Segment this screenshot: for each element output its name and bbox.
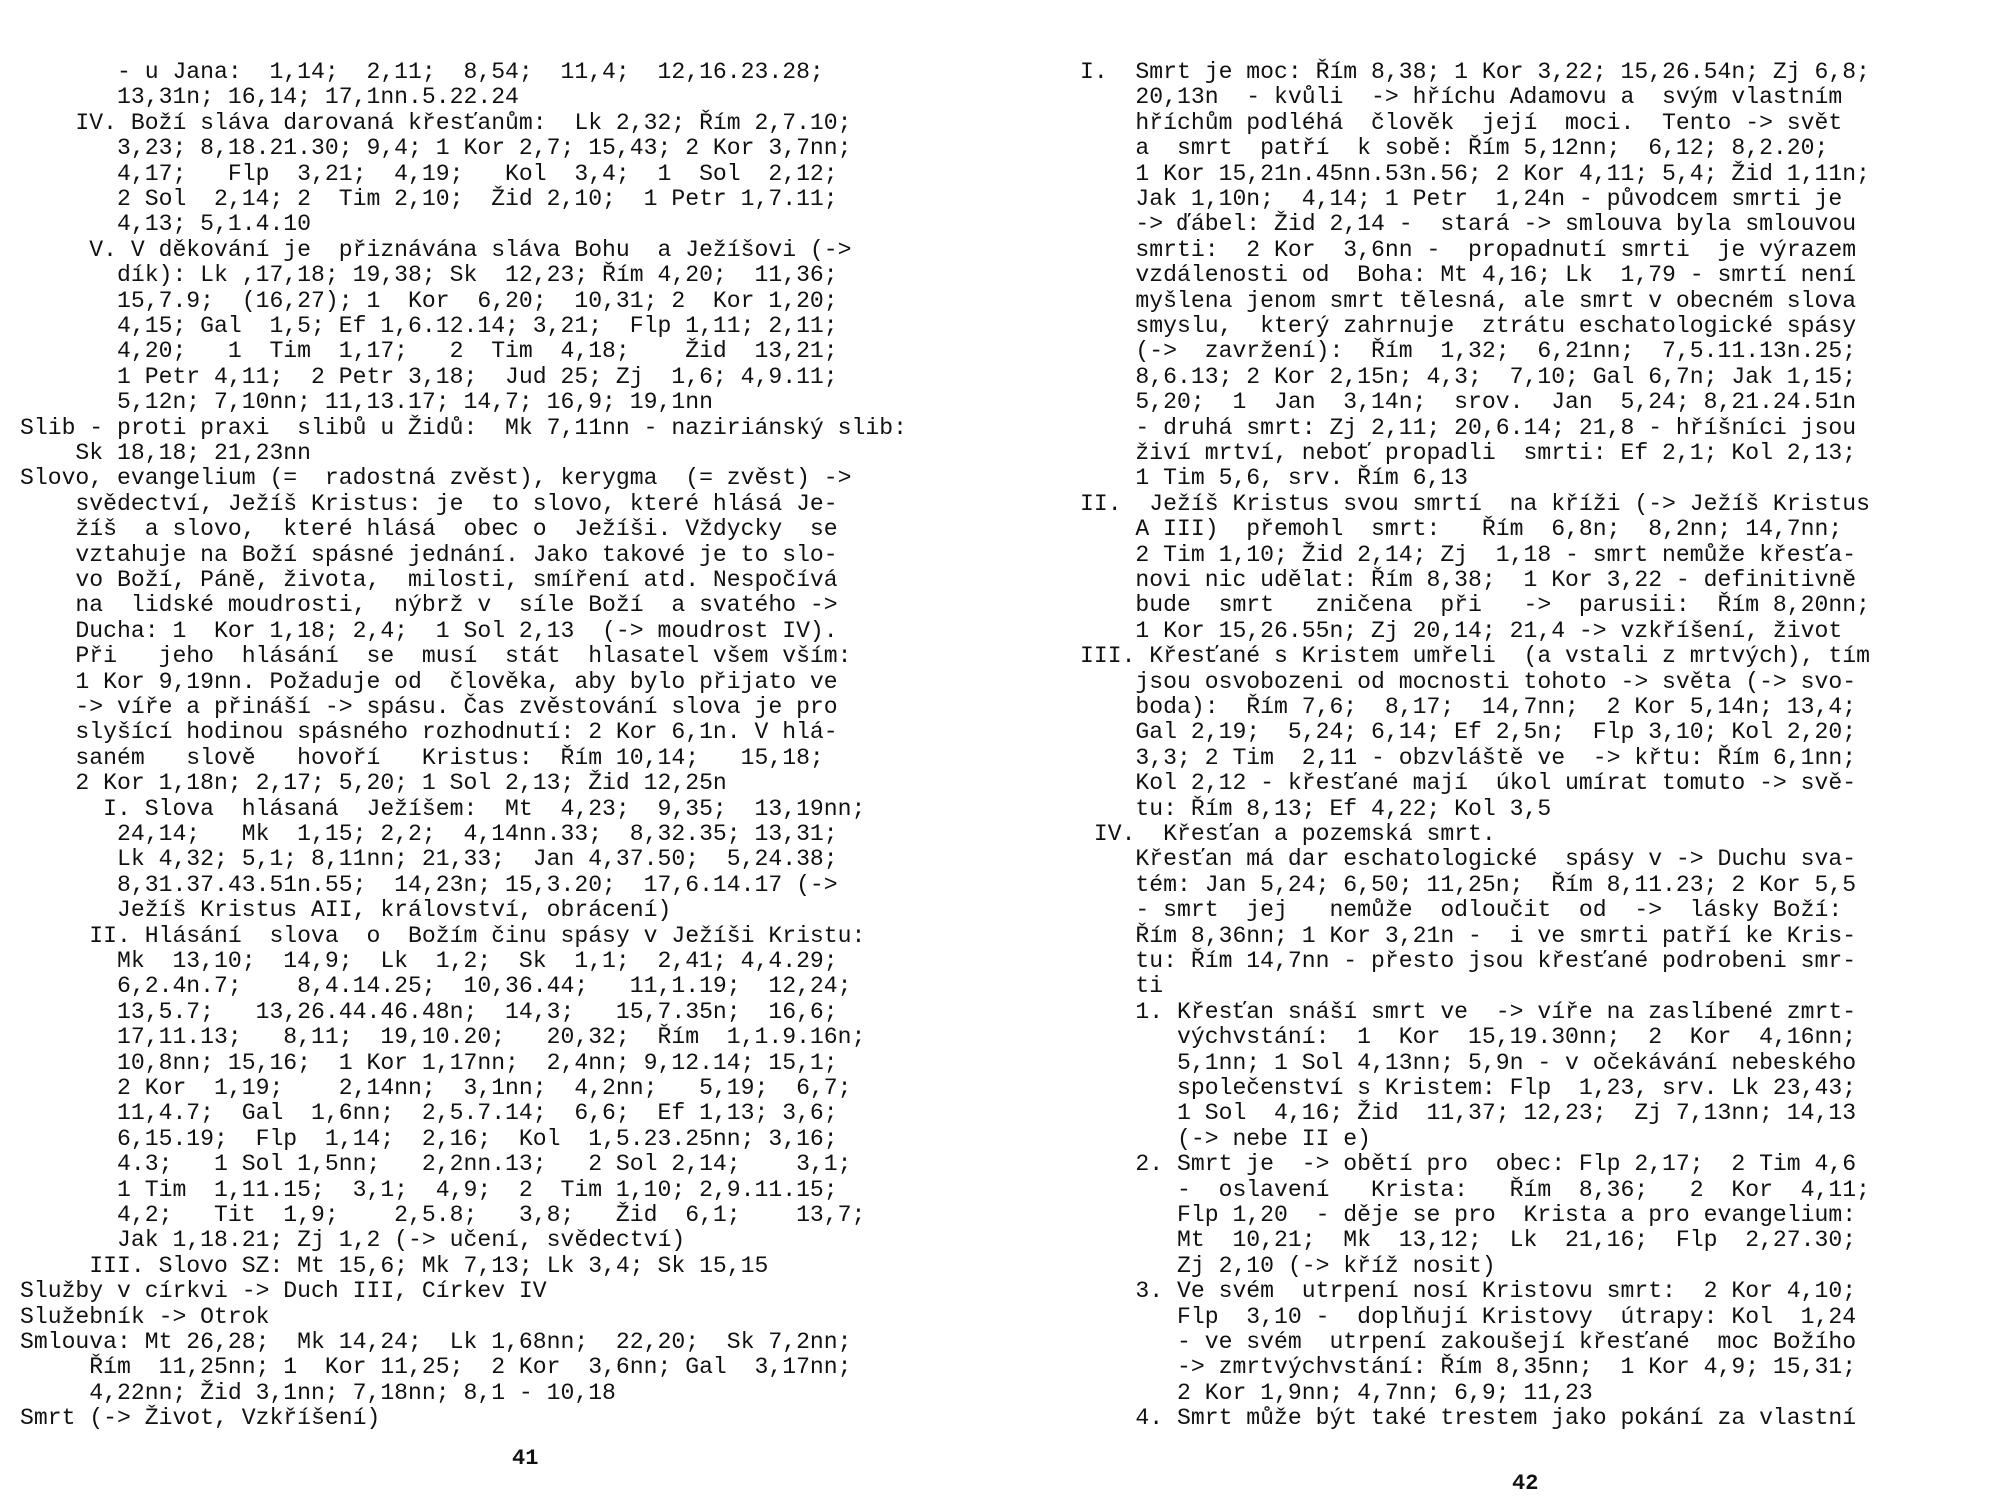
text-line: A III) přemohl smrt: Řím 6,8n; 8,2nn; 14,7nn; [1080, 516, 1843, 543]
page-number-right: 42 [1512, 1471, 1539, 1496]
text-line: 4,22nn; Žid 3,1nn; 7,18nn; 8,1 - 10,18 [20, 1379, 616, 1406]
text-line: vzdálenosti od Boha: Mt 4,16; Lk 1,79 - smrtí není [1080, 262, 1857, 289]
text-line: 20,13n - kvůli -> hříchu Adamovu a svým vlastním [1080, 84, 1843, 111]
text-line: žíš a slovo, které hlásá obec o Ježíši. Vždycky se [20, 516, 838, 543]
text-line: tu: Řím 8,13; Ef 4,22; Kol 3,5 [1080, 795, 1552, 822]
text-line: (-> nebe II e) [1080, 1125, 1372, 1152]
text-line: na lidské moudrosti, nýbrž v síle Boží a svatého -> [20, 592, 838, 619]
text-line: 4,2; Tit 1,9; 2,5.8; 3,8; Žid 6,1; 13,7; [20, 1202, 866, 1228]
text-line: 1 Kor 9,19nn. Požaduje od člověka, aby bylo přijato ve [20, 668, 838, 695]
text-line: 3. Ve svém utrpení nosí Kristovu smrt: 2 Kor 4,10; [1080, 1278, 1857, 1305]
text-line: Mt 10,21; Mk 13,12; Lk 21,16; Flp 2,27.30; [1080, 1227, 1857, 1254]
text-line: boda): Řím 7,6; 8,17; 14,7nn; 2 Kor 5,14n; 13,4; [1080, 694, 1857, 720]
text-line: 4,15; Gal 1,5; Ef 1,6.12.14; 3,21; Flp 1,11; 2,11; [20, 313, 838, 339]
text-line: Slib - proti praxi slibů u Židů: Mk 7,11nn - naziriánský slib: [20, 414, 907, 441]
text-line: 5,12n; 7,10nn; 11,13.17; 14,7; 16,9; 19,1nn [20, 389, 713, 416]
text-line: dík): Lk ,17,18; 19,38; Sk 12,23; Řím 4,20; 11,36; [20, 262, 838, 289]
text-line: III. Křesťané s Kristem umřeli (a vstali z mrtvých), tím [1080, 643, 1870, 670]
text-line: - oslavení Krista: Řím 8,36; 2 Kor 4,11; [1080, 1176, 1870, 1203]
text-line: V. V děkování je přiznávána sláva Bohu a Ježíšovi (-> [20, 236, 852, 263]
text-line: 2 Sol 2,14; 2 Tim 2,10; Žid 2,10; 1 Petr 1,7.11; [20, 186, 838, 212]
text-line: 1 Kor 15,21n.45nn.53n.56; 2 Kor 4,11; 5,4; Žid 1,11n; [1080, 160, 1870, 187]
text-line: a smrt patří k sobě: Řím 5,12nn; 6,12; 8,2.20; [1080, 135, 1829, 162]
text-line: Jak 1,18.21; Zj 1,2 (-> učení, svědectví) [20, 1227, 686, 1254]
text-line: 13,31n; 16,14; 17,1nn.5.22.24 [20, 84, 519, 111]
text-line: svědectví, Ježíš Kristus: je to slovo, které hlásá Je- [20, 490, 838, 517]
text-line: -> zmrtvýchvstání: Řím 8,35nn; 1 Kor 4,9; 15,31; [1080, 1354, 1857, 1381]
text-line: 2. Smrt je -> obětí pro obec: Flp 2,17; 2 Tim 4,6 [1080, 1151, 1857, 1178]
text-line: slyšící hodinou spásného rozhodnutí: 2 Kor 6,1n. V hlá- [20, 719, 838, 746]
text-line: tu: Řím 14,7nn - přesto jsou křesťané podrobeni smr- [1080, 948, 1857, 974]
text-line: - druhá smrt: Zj 2,11; 20,6.14; 21,8 - hříšníci jsou [1080, 414, 1857, 441]
text-line: 6,15.19; Flp 1,14; 2,16; Kol 1,5.23.25nn; 3,16; [20, 1125, 838, 1152]
text-line: vo Boží, Páně, života, milosti, smíření atd. Nespočívá [20, 567, 838, 593]
text-line: - ve svém utrpení zakoušejí křesťané moc Božího [1080, 1329, 1857, 1355]
text-line: III. Slovo SZ: Mt 15,6; Mk 7,13; Lk 3,4; Sk 15,15 [20, 1252, 769, 1279]
text-line: 24,14; Mk 1,15; 2,2; 4,14nn.33; 8,32.35; 13,31; [20, 821, 838, 847]
text-line: I. Slova hlásaná Ježíšem: Mt 4,23; 9,35; 13,19nn; [20, 795, 866, 822]
text-line: Řím 8,36nn; 1 Kor 3,21n - i ve smrti patří ke Kris- [1080, 922, 1857, 949]
text-line: bude smrt zničena při -> parusii: Řím 8,20nn; [1080, 592, 1870, 619]
text-line: 4,13; 5,1.4.10 [20, 211, 312, 238]
text-line: Služby v církvi -> Duch III, Církev IV [20, 1278, 547, 1305]
text-line: tém: Jan 5,24; 6,50; 11,25n; Řím 8,11.23; 2 Kor 5,5 [1080, 871, 1857, 898]
text-line: 1. Křesťan snáší smrt ve -> víře na zaslíbené zmrt- [1080, 998, 1857, 1025]
text-line: 17,11.13; 8,11; 19,10.20; 20,32; Řím 1,1.9.16n; [20, 1024, 866, 1051]
text-line: 1 Kor 15,26.55n; Zj 20,14; 21,4 -> vzkříšení, život [1080, 617, 1843, 644]
text-line: IV. Boží sláva darovaná křesťanům: Lk 2,32; Řím 2,7.10; [20, 109, 852, 136]
text-line: 13,5.7; 13,26.44.46.48n; 14,3; 15,7.35n; 16,6; [20, 998, 838, 1025]
text-line: společenství s Kristem: Flp 1,23, srv. Lk 23,43; [1080, 1075, 1857, 1101]
text-line: II. Ježíš Kristus svou smrtí na kříži (-> Ježíš Kristus [1080, 490, 1870, 517]
text-line: 6,2.4n.7; 8,4.14.25; 10,36.44; 11,1.19; 12,24; [20, 973, 852, 1000]
text-line: Smrt (-> Život, Vzkříšení) [20, 1405, 381, 1432]
text-line: 2 Kor 1,9nn; 4,7nn; 6,9; 11,23 [1080, 1379, 1593, 1406]
text-line: 8,31.37.43.51n.55; 14,23n; 15,3.20; 17,6.14.17 (-> [20, 871, 838, 898]
text-line: myšlena jenom smrt tělesná, ale smrt v obecném slova [1080, 287, 1857, 314]
text-line: 4. Smrt může být také trestem jako pokání za vlastní [1080, 1405, 1857, 1432]
text-line: 10,8nn; 15,16; 1 Kor 1,17nn; 2,4nn; 9,12.14; 15,1; [20, 1049, 838, 1076]
text-line: Flp 1,20 - děje se pro Krista a pro evangelium: [1080, 1202, 1857, 1228]
text-line: 1 Sol 4,16; Žid 11,37; 12,23; Zj 7,13nn; 14,13 [1080, 1100, 1857, 1127]
text-line: Služebník -> Otrok [20, 1303, 270, 1330]
text-line: novi nic udělat: Řím 8,38; 1 Kor 3,22 - definitivně [1080, 567, 1857, 593]
text-line: 4.3; 1 Sol 1,5nn; 2,2nn.13; 2 Sol 2,14; 3,1; [20, 1151, 852, 1178]
text-line: 3,23; 8,18.21.30; 9,4; 1 Kor 2,7; 15,43; 2 Kor 3,7nn; [20, 135, 852, 162]
text-line: Lk 4,32; 5,1; 8,11nn; 21,33; Jan 4,37.50; 5,24.38; [20, 846, 838, 873]
text-line: Smlouva: Mt 26,28; Mk 14,24; Lk 1,68nn; 22,20; Sk 7,2nn; [20, 1329, 852, 1355]
text-line: 1 Tim 1,11.15; 3,1; 4,9; 2 Tim 1,10; 2,9.11.15; [20, 1176, 838, 1203]
text-line: - smrt jej nemůže odloučit od -> lásky Boží: [1080, 897, 1843, 924]
text-line: vztahuje na Boží spásné jednání. Jako takové je to slo- [20, 541, 838, 568]
text-line: Flp 3,10 - doplňují Kristovy útrapy: Kol 1,24 [1080, 1303, 1857, 1330]
text-line: smrti: 2 Kor 3,6nn - propadnutí smrti je výrazem [1080, 236, 1857, 263]
text-line: 1 Tim 5,6, srv. Řím 6,13 [1080, 465, 1469, 492]
text-line: Křesťan má dar eschatologické spásy v -> Duchu sva- [1080, 846, 1857, 873]
text-line: - u Jana: 1,14; 2,11; 8,54; 11,4; 12,16.23.28; [20, 59, 824, 85]
text-line: 5,20; 1 Jan 3,14n; srov. Jan 5,24; 8,21.24.51n [1080, 389, 1857, 416]
text-line: 2 Tim 1,10; Žid 2,14; Zj 1,18 - smrt nemůže křesťa- [1080, 541, 1857, 568]
text-line: smyslu, který zahrnuje ztrátu eschatologické spásy [1080, 313, 1857, 339]
text-line: Sk 18,18; 21,23nn [20, 440, 312, 466]
text-line: 4,17; Flp 3,21; 4,19; Kol 3,4; 1 Sol 2,12; [20, 160, 838, 187]
text-line: Jak 1,10n; 4,14; 1 Petr 1,24n - původcem smrti je [1080, 186, 1843, 212]
text-line: 3,3; 2 Tim 2,11 - obzvláště ve -> křtu: Řím 6,1nn; [1080, 744, 1857, 771]
page-number-left: 41 [512, 1446, 539, 1471]
text-line: -> víře a přináší -> spásu. Čas zvěstování slova je pro [20, 694, 838, 720]
text-line: IV. Křesťan a pozemská smrt. [1080, 821, 1496, 847]
text-line: 2 Kor 1,19; 2,14nn; 3,1nn; 4,2nn; 5,19; 6,7; [20, 1075, 852, 1101]
text-line: 5,1nn; 1 Sol 4,13nn; 5,9n - v očekávání nebeského [1080, 1049, 1857, 1076]
text-line: 15,7.9; (16,27); 1 Kor 6,20; 10,31; 2 Kor 1,20; [20, 287, 838, 314]
text-line: živí mrtví, neboť propadli smrti: Ef 2,1; Kol 2,13; [1080, 440, 1857, 466]
text-line: 8,6.13; 2 Kor 2,15n; 4,3; 7,10; Gal 6,7n; Jak 1,15; [1080, 363, 1857, 390]
text-line: Ducha: 1 Kor 1,18; 2,4; 1 Sol 2,13 (-> moudrost IV). [20, 617, 838, 644]
text-line: Zj 2,10 (-> kříž nosit) [1080, 1252, 1496, 1279]
text-line: (-> zavržení): Řím 1,32; 6,21nn; 7,5.11.13n.25; [1080, 338, 1857, 365]
text-line: II. Hlásání slova o Božím činu spásy v Ježíši Kristu: [20, 922, 866, 949]
text-line: výchvstání: 1 Kor 15,19.30nn; 2 Kor 4,16nn; [1080, 1024, 1857, 1051]
text-line: 4,20; 1 Tim 1,17; 2 Tim 4,18; Žid 13,21; [20, 338, 838, 365]
text-line: 1 Petr 4,11; 2 Petr 3,18; Jud 25; Zj 1,6; 4,9.11; [20, 363, 838, 390]
text-line: 11,4.7; Gal 1,6nn; 2,5.7.14; 6,6; Ef 1,13; 3,6; [20, 1100, 838, 1127]
text-line: ti [1080, 973, 1164, 1000]
text-line: -> ďábel: Žid 2,14 - stará -> smlouva byla smlouvou [1080, 211, 1857, 238]
text-line: Při jeho hlásání se musí stát hlasatel všem vším: [20, 643, 852, 670]
text-line: Gal 2,19; 5,24; 6,14; Ef 2,5n; Flp 3,10; Kol 2,20; [1080, 719, 1857, 746]
text-line: hříchům podléhá člověk její moci. Tento -> svět [1080, 109, 1843, 136]
text-line: Řím 11,25nn; 1 Kor 11,25; 2 Kor 3,6nn; Gal 3,17nn; [20, 1354, 852, 1381]
text-line: jsou osvobozeni od mocnosti tohoto -> světa (-> svo- [1080, 668, 1857, 695]
text-line: 2 Kor 1,18n; 2,17; 5,20; 1 Sol 2,13; Žid 12,25n [20, 770, 727, 797]
text-line: Ježíš Kristus AII, království, obrácení) [20, 897, 672, 924]
text-line: I. Smrt je moc: Řím 8,38; 1 Kor 3,22; 15,26.54n; Zj 6,8; [1080, 59, 1870, 85]
text-line: saném slově hovoří Kristus: Řím 10,14; 15,18; [20, 744, 824, 771]
text-line: Kol 2,12 - křesťané mají úkol umírat tomuto -> svě- [1080, 770, 1857, 797]
text-line: Slovo, evangelium (= radostná zvěst), kerygma (= zvěst) -> [20, 465, 852, 492]
text-line: Mk 13,10; 14,9; Lk 1,2; Sk 1,1; 2,41; 4,4.29; [20, 948, 838, 974]
